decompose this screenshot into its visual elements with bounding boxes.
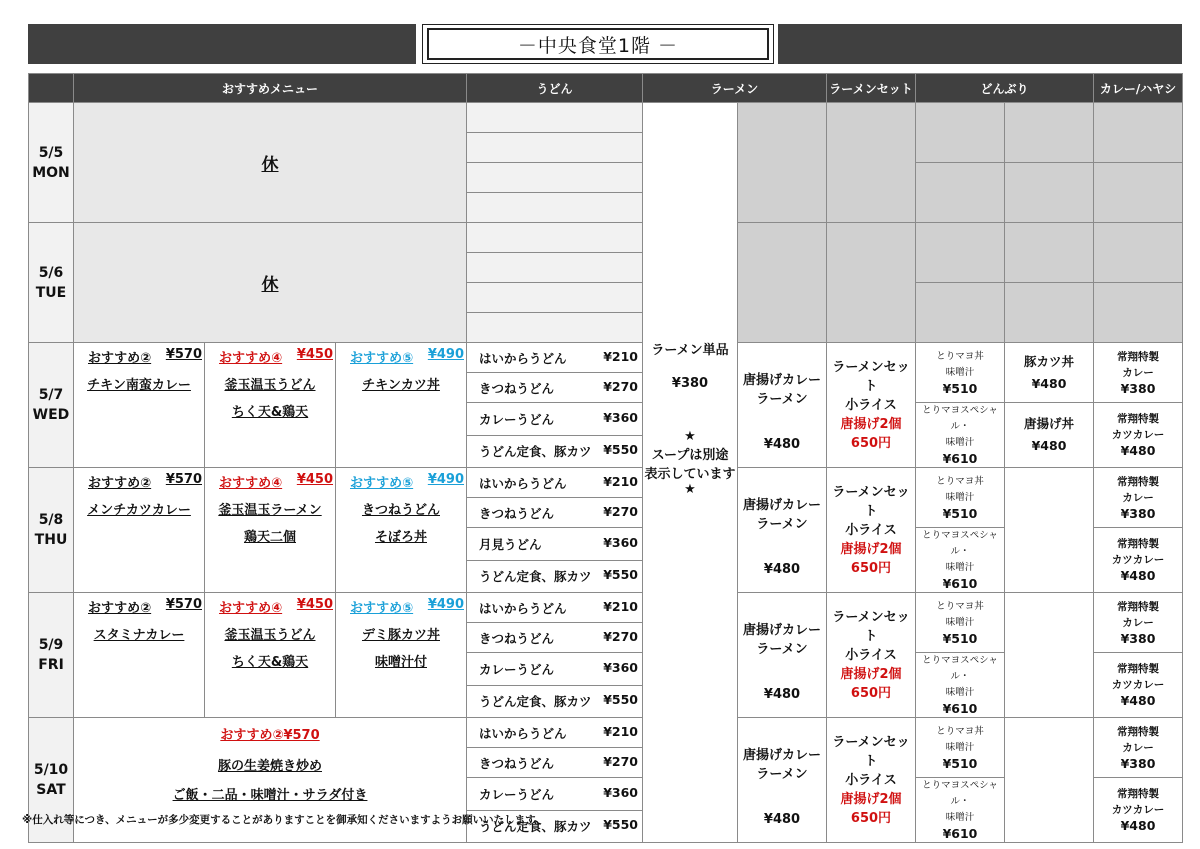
- osusume-item: おすすめ② ¥570 スタミナカレー: [74, 593, 205, 718]
- udon-blank: [467, 163, 643, 193]
- ramen-cell: [643, 103, 738, 843]
- menu-table: [28, 73, 1183, 843]
- udon-item: きつねうどん ¥270: [467, 373, 643, 403]
- don-item: とりマヨ丼 味噌汁 ¥510: [916, 343, 1005, 403]
- osusume-item: おすすめ④ ¥450 釜玉温玉うどん ちく天&鶏天: [205, 343, 336, 468]
- curry-item: 常翔特製 カレー ¥380: [1094, 343, 1183, 403]
- udon-item: カレーうどん ¥360: [467, 653, 643, 686]
- curry-item: 常翔特製 カツカレー ¥480: [1094, 653, 1183, 718]
- closed-cell: [1094, 163, 1183, 223]
- closed-label-mon: 休: [74, 103, 467, 223]
- don-item: 唐揚げ丼 ¥480: [1005, 403, 1094, 468]
- title-box: [422, 24, 774, 64]
- ramen-set: ラーメンセット 小ライス 唐揚げ2個 650円: [827, 718, 916, 843]
- day-cell-fri: 5/9 FRI: [29, 593, 74, 718]
- closed-cell: [1094, 103, 1183, 163]
- udon-item: はいからうどん ¥210: [467, 343, 643, 373]
- ramen-label: ラーメン単品: [651, 342, 729, 358]
- osusume-item: おすすめ② ¥570 チキン南蛮カレー: [74, 343, 205, 468]
- header-ramen-set: ラーメンセット: [827, 74, 916, 103]
- udon-blank: [467, 193, 643, 223]
- empty-cell: [1005, 593, 1094, 718]
- curry-item: 常翔特製 カツカレー ¥480: [1094, 528, 1183, 593]
- title-bar-left: [28, 24, 416, 64]
- closed-cell: [1005, 283, 1094, 343]
- closed-cell: [1005, 103, 1094, 163]
- closed-cell: [916, 223, 1005, 283]
- ramen-set: ラーメンセット 小ライス 唐揚げ2個 650円: [827, 343, 916, 468]
- ramen-set: ラーメンセット 小ライス 唐揚げ2個 650円: [827, 468, 916, 593]
- udon-item: うどん定食、豚カツ ¥550: [467, 810, 643, 843]
- header-udon: うどん: [467, 74, 643, 103]
- curry-item: 常翔特製 カレー ¥380: [1094, 593, 1183, 653]
- osusume-item: おすすめ⑤ ¥490 デミ豚カツ丼 味噌汁付: [336, 593, 467, 718]
- closed-cell: [827, 223, 916, 343]
- page-title: －中央食堂1階 －: [427, 28, 769, 60]
- ramen-set: ラーメンセット 小ライス 唐揚げ2個 650円: [827, 593, 916, 718]
- udon-blank: [467, 253, 643, 283]
- udon-item: うどん定食、豚カツ ¥550: [467, 685, 643, 718]
- karaage-ramen: 唐揚げカレー ラーメン ¥480: [738, 468, 827, 593]
- footnote: ※仕入れ等につき、メニューが多少変更することがありますことを御承知くださいますようお願いいたします。: [22, 814, 546, 826]
- osusume-item: おすすめ② ¥570 メンチカツカレー: [74, 468, 205, 593]
- day-cell-wed: 5/7 WED: [29, 343, 74, 468]
- header-osusume: おすすめメニュー: [74, 74, 467, 103]
- closed-label-tue: 休: [74, 223, 467, 343]
- day-cell-sat: 5/10 SAT: [29, 718, 74, 843]
- curry-item: 常翔特製 カレー ¥380: [1094, 718, 1183, 778]
- closed-cell: [1005, 223, 1094, 283]
- ramen-note: 表示しています: [644, 466, 736, 482]
- udon-item: うどん定食、豚カツ ¥550: [467, 435, 643, 468]
- empty-cell: [1005, 718, 1094, 843]
- closed-cell: [916, 283, 1005, 343]
- karaage-ramen: 唐揚げカレー ラーメン ¥480: [738, 593, 827, 718]
- curry-item: 常翔特製 カレー ¥380: [1094, 468, 1183, 528]
- day-cell-mon: 5/5 MON: [29, 103, 74, 223]
- osusume-item: おすすめ⑤ ¥490 チキンカツ丼: [336, 343, 467, 468]
- udon-item: はいからうどん ¥210: [467, 718, 643, 748]
- header-curry: カレー/ハヤシ: [1094, 74, 1183, 103]
- don-item: とりマヨスペシャル・ 味噌汁 ¥610: [916, 653, 1005, 718]
- star-icon: ★: [684, 481, 696, 497]
- udon-item: カレーうどん ¥360: [467, 778, 643, 811]
- osusume-item: おすすめ④ ¥450 釜玉温玉ラーメン 鶏天二個: [205, 468, 336, 593]
- closed-cell: [738, 103, 827, 223]
- karaage-ramen: 唐揚げカレー ラーメン ¥480: [738, 343, 827, 468]
- osusume-saturday: おすすめ②¥570 豚の生姜焼き炒め ご飯・二品・味噌汁・サラダ付き: [74, 718, 467, 843]
- ramen-price: ¥380: [671, 375, 709, 391]
- day-cell-thu: 5/8 THU: [29, 468, 74, 593]
- osusume-item: おすすめ④ ¥450 釜玉温玉うどん ちく天&鶏天: [205, 593, 336, 718]
- ramen-note: スープは別途: [651, 447, 729, 463]
- closed-cell: [738, 223, 827, 343]
- osusume-item: おすすめ⑤ ¥490 きつねうどん そぼろ丼: [336, 468, 467, 593]
- header-ramen: ラーメン: [643, 74, 827, 103]
- closed-cell: [1005, 163, 1094, 223]
- day-cell-tue: 5/6 TUE: [29, 223, 74, 343]
- closed-cell: [1094, 223, 1183, 283]
- udon-item: うどん定食、豚カツ ¥550: [467, 560, 643, 593]
- star-icon: ★: [684, 428, 696, 444]
- closed-cell: [916, 163, 1005, 223]
- closed-cell: [827, 103, 916, 223]
- udon-item: 月見うどん ¥360: [467, 528, 643, 561]
- udon-item: きつねうどん ¥270: [467, 748, 643, 778]
- udon-item: きつねうどん ¥270: [467, 623, 643, 653]
- udon-item: はいからうどん ¥210: [467, 468, 643, 498]
- closed-cell: [1094, 283, 1183, 343]
- header-donburi: どんぶり: [916, 74, 1094, 103]
- curry-item: 常翔特製 カツカレー ¥480: [1094, 403, 1183, 468]
- don-item: とりマヨスペシャル・ 味噌汁 ¥610: [916, 778, 1005, 843]
- udon-blank: [467, 223, 643, 253]
- udon-item: きつねうどん ¥270: [467, 498, 643, 528]
- empty-cell: [1005, 468, 1094, 593]
- don-item: とりマヨスペシャル・ 味噌汁 ¥610: [916, 403, 1005, 468]
- don-item: とりマヨ丼 味噌汁 ¥510: [916, 718, 1005, 778]
- udon-item: はいからうどん ¥210: [467, 593, 643, 623]
- udon-item: カレーうどん ¥360: [467, 403, 643, 436]
- header-corner: [29, 74, 74, 103]
- curry-item: 常翔特製 カツカレー ¥480: [1094, 778, 1183, 843]
- udon-blank: [467, 283, 643, 313]
- don-item: 豚カツ丼 ¥480: [1005, 343, 1094, 403]
- karaage-ramen: 唐揚げカレー ラーメン ¥480: [738, 718, 827, 843]
- closed-cell: [916, 103, 1005, 163]
- udon-blank: [467, 133, 643, 163]
- udon-blank: [467, 103, 643, 133]
- header-row: [29, 74, 1183, 103]
- don-item: とりマヨ丼 味噌汁 ¥510: [916, 468, 1005, 528]
- don-item: とりマヨ丼 味噌汁 ¥510: [916, 593, 1005, 653]
- udon-blank: [467, 313, 643, 343]
- don-item: とりマヨスペシャル・ 味噌汁 ¥610: [916, 528, 1005, 593]
- title-bar-right: [778, 24, 1182, 64]
